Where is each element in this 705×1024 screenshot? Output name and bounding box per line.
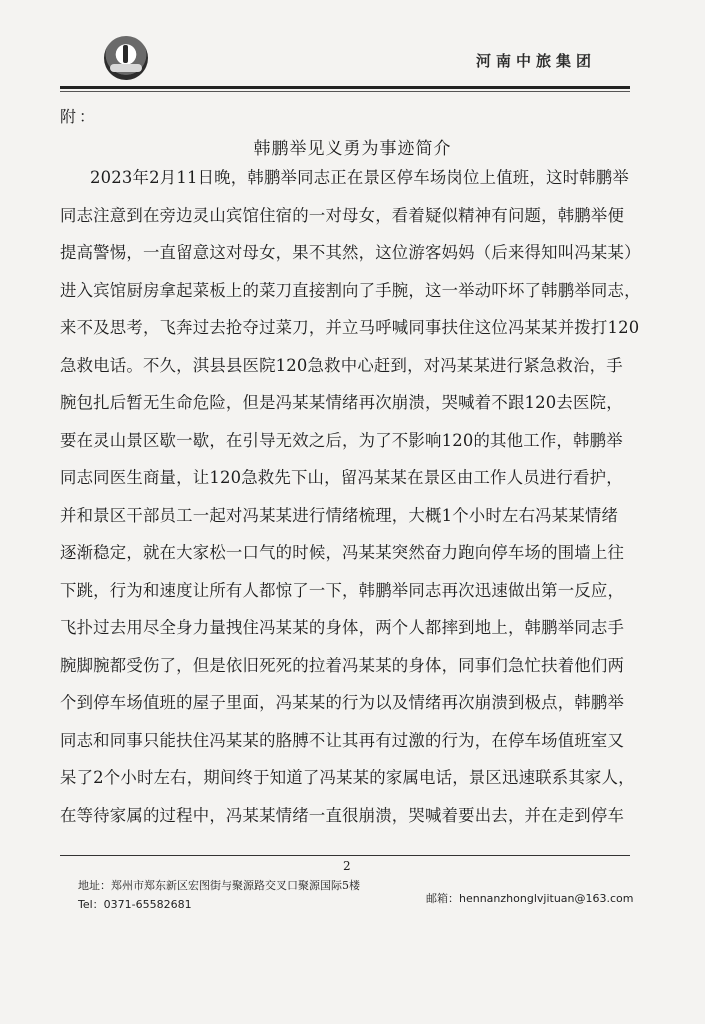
body-line: 呆了2个小时左右，期间终于知道了冯某某的家属电话，景区迅速联系其家人， — [60, 768, 635, 787]
body-line: 飞扑过去用尽全身力量拽住冯某某的身体，两个人都摔到地上，韩鹏举同志手 — [60, 618, 625, 637]
body-line: 下跳，行为和速度让所有人都惊了一下，韩鹏举同志再次迅速做出第一反应， — [60, 581, 625, 600]
footer-rule — [60, 855, 630, 856]
body-line: 同志注意到在旁边灵山宾馆住宿的一对母女，看着疑似精神有问题，韩鹏举便 — [60, 206, 625, 225]
body-line: 逐渐稳定，就在大家松一口气的时候，冯某某突然奋力跑向停车场的围墙上往 — [60, 543, 625, 562]
company-logo-icon — [104, 36, 148, 80]
document-title: 韩鹏举见义勇为事迹简介 — [253, 139, 452, 159]
body-line: 在等待家属的过程中，冯某某情绪一直很崩溃，哭喊着要出去，并在走到停车 — [60, 806, 625, 825]
footer-address: 地址：郑州市郑东新区宏图街与聚源路交叉口聚源国际5楼 — [78, 879, 360, 892]
body-line: 2023年2月11日晚，韩鹏举同志正在景区停车场岗位上值班，这时韩鹏举 — [90, 168, 629, 187]
body-line: 提高警惕，一直留意这对母女，果不其然，这位游客妈妈（后来得知叫冯某某） — [60, 243, 641, 262]
body-line: 来不及思考，飞奔过去抢夺过菜刀，并立马呼喊同事扶住这位冯某某并拨打120 — [60, 318, 640, 337]
body-line: 腕包扎后暂无生命危险，但是冯某某情绪再次崩溃，哭喊着不跟120去医院， — [60, 393, 623, 412]
body-line: 要在灵山景区歇一歇，在引导无效之后，为了不影响120的其他工作，韩鹏举 — [60, 431, 623, 450]
header-rule-thin — [60, 91, 630, 92]
header-rule-thick — [60, 86, 630, 89]
body-line: 个到停车场值班的屋子里面，冯某某的行为以及情绪再次崩溃到极点，韩鹏举 — [60, 693, 625, 712]
attachment-label: 附： — [60, 107, 99, 126]
footer-email: 邮箱：hennanzhonglvjituan@163.com — [426, 892, 634, 905]
body-line: 同志和同事只能扶住冯某某的胳膊不让其再有过激的行为，在停车场值班室又 — [60, 731, 625, 750]
body-line: 进入宾馆厨房拿起菜板上的菜刀直接割向了手腕，这一举动吓坏了韩鹏举同志， — [60, 281, 641, 300]
page-number: 2 — [343, 859, 351, 873]
company-name: 河南中旅集团 — [476, 52, 597, 70]
body-line: 并和景区干部员工一起对冯某某进行情绪梳理，大概1个小时左右冯某某情绪 — [60, 506, 619, 525]
body-line: 急救电话。不久，淇县县医院120急救中心赶到，对冯某某进行紧急救治，手 — [60, 356, 623, 375]
body-line: 腕脚腕都受伤了，但是依旧死死的拉着冯某某的身体，同事们急忙扶着他们两 — [60, 656, 625, 675]
footer-tel: Tel：0371-65582681 — [78, 898, 192, 911]
body-line: 同志同医生商量，让120急救先下山，留冯某某在景区由工作人员进行看护， — [60, 468, 623, 487]
